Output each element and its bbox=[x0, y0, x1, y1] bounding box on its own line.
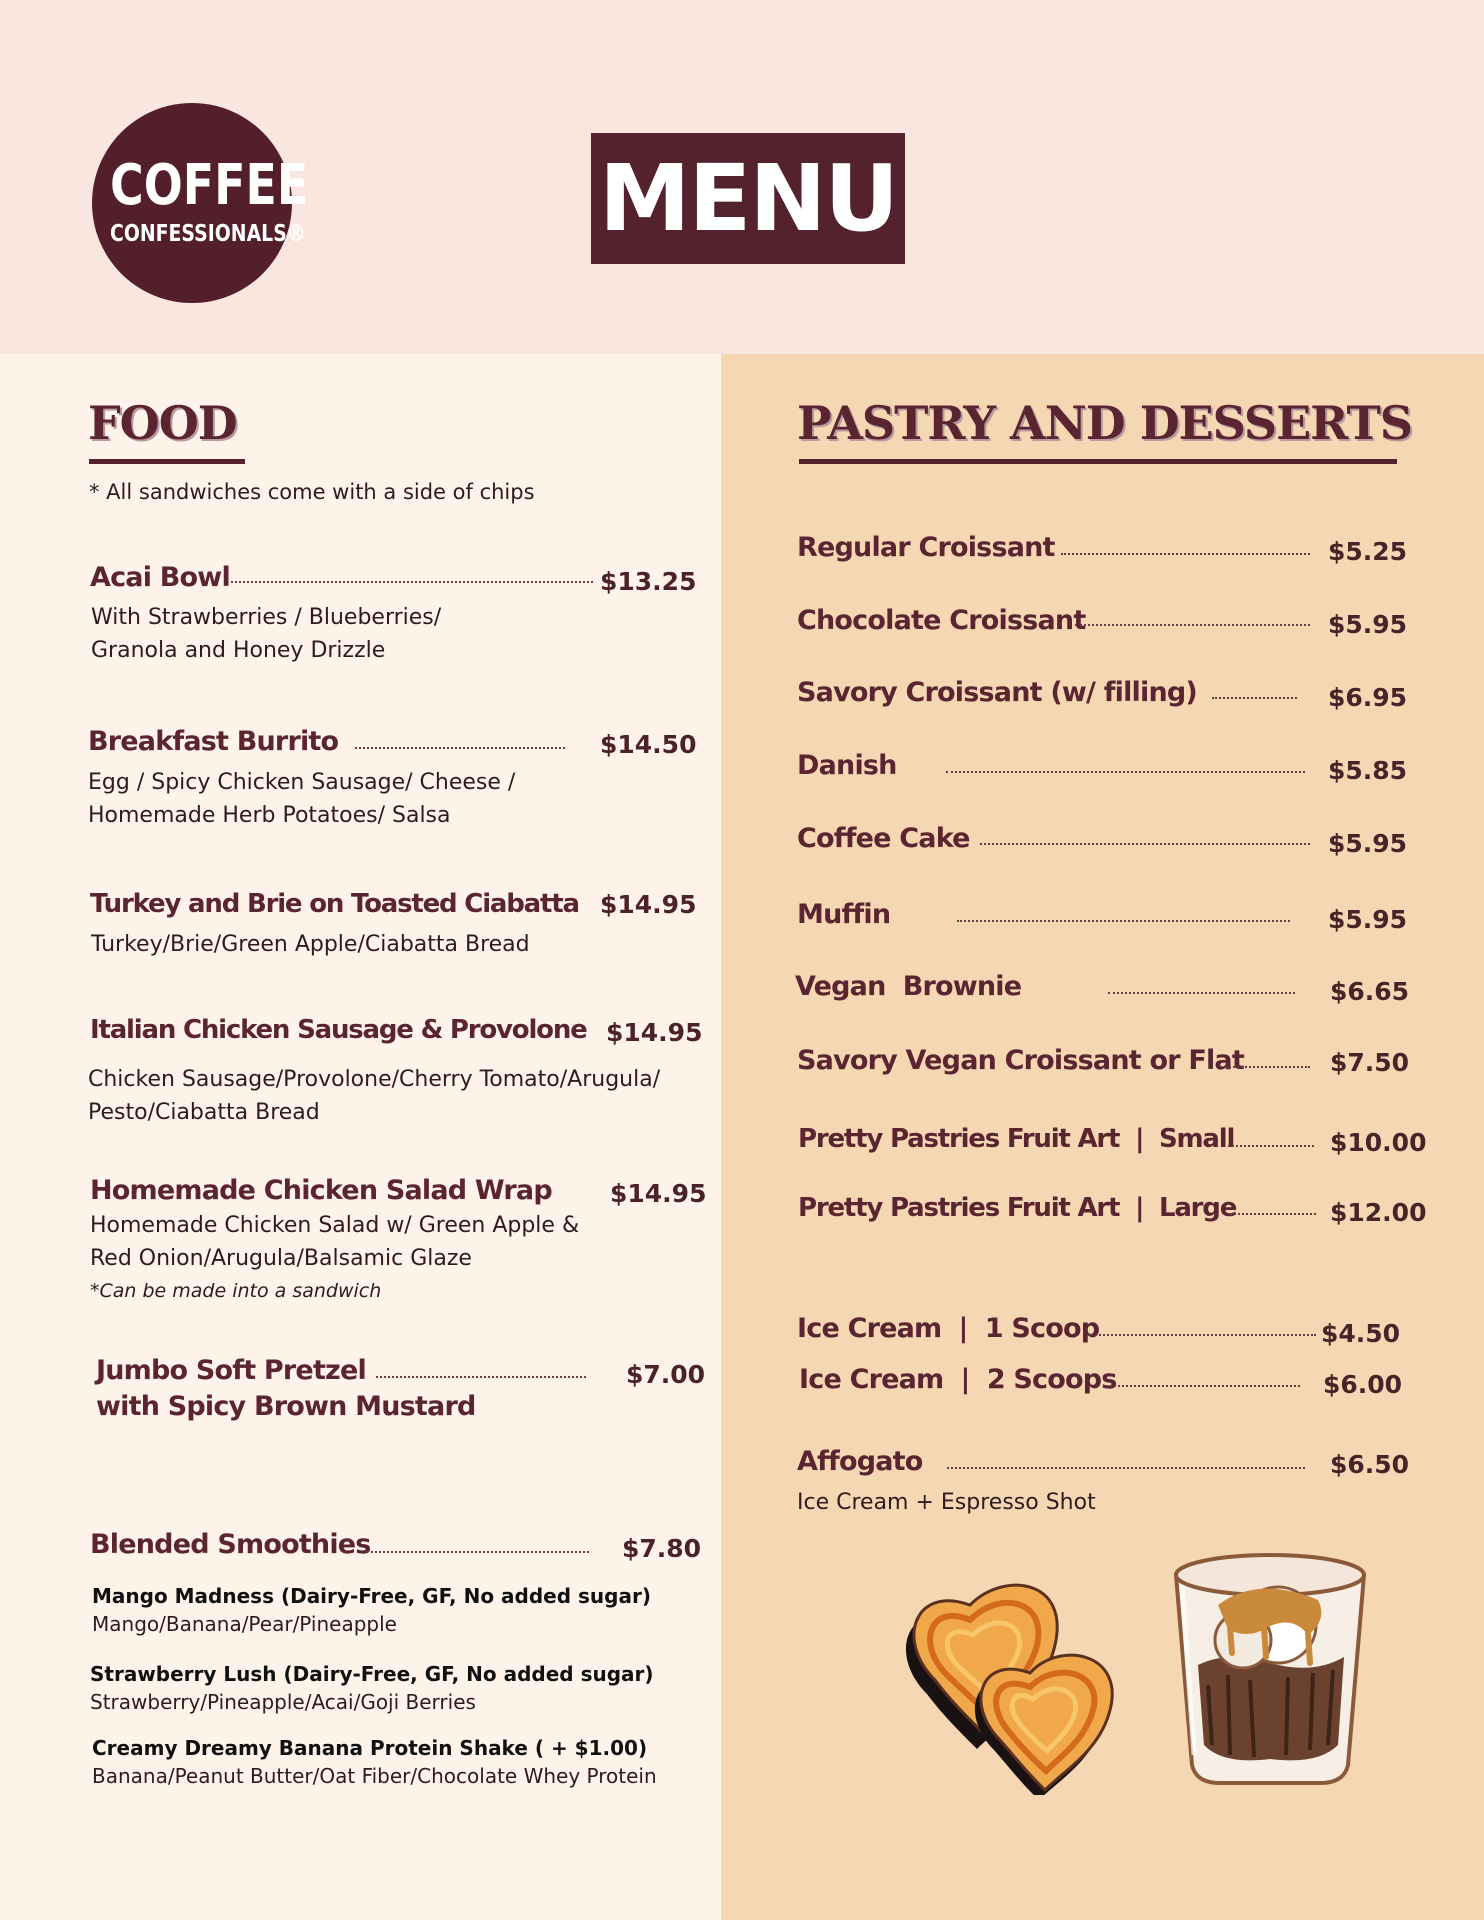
food-item-note: *Can be made into a sandwich bbox=[90, 1280, 382, 1302]
pastry-item-name: Ice Cream | 2 Scoops bbox=[799, 1364, 1117, 1395]
pastry-item-price: $7.50 bbox=[1330, 1048, 1410, 1077]
dot-leader bbox=[1226, 1066, 1310, 1068]
smoothie-name: Mango Madness (Dairy-Free, GF, No added sugar) bbox=[92, 1584, 651, 1608]
pastry-title-underline bbox=[799, 459, 1397, 464]
food-item-name: Blended Smoothies bbox=[90, 1529, 371, 1560]
pastry-item-price: $5.95 bbox=[1328, 610, 1408, 639]
food-item-desc: Homemade Chicken Salad w/ Green Apple & bbox=[90, 1213, 580, 1238]
smoothie-desc: Banana/Peanut Butter/Oat Fiber/Chocolate Whey Protein bbox=[92, 1764, 657, 1788]
pastry-item-price: $10.00 bbox=[1330, 1128, 1427, 1157]
pastry-item-name: Regular Croissant bbox=[797, 532, 1055, 563]
pastry-item-name: Coffee Cake bbox=[797, 823, 970, 854]
brand-logo bbox=[92, 103, 309, 303]
food-item-desc: Red Onion/Arugula/Balsamic Glaze bbox=[90, 1246, 472, 1271]
affogato-glass-illustration bbox=[1168, 1545, 1373, 1790]
food-item-name: Homemade Chicken Salad Wrap bbox=[90, 1175, 552, 1206]
pastry-item-price: $6.50 bbox=[1330, 1450, 1410, 1479]
food-item-name: Breakfast Burrito bbox=[88, 726, 339, 757]
dot-leader bbox=[1228, 1145, 1314, 1147]
food-item-name: Jumbo Soft Pretzel bbox=[96, 1355, 366, 1386]
palmier-cookie-front bbox=[975, 1655, 1112, 1795]
dot-leader bbox=[231, 581, 593, 583]
food-note: * All sandwiches come with a side of chips bbox=[89, 480, 535, 504]
pastry-item-price: $6.00 bbox=[1323, 1370, 1403, 1399]
brand-logo-line2: CONFESSIONALS® bbox=[110, 221, 306, 247]
pastry-item-name: Affogato bbox=[797, 1446, 923, 1477]
pastry-item-name: Danish bbox=[797, 750, 897, 781]
dot-leader bbox=[355, 747, 565, 749]
dot-leader bbox=[1105, 1385, 1300, 1387]
food-item-desc: With Strawberries / Blueberries/ bbox=[91, 605, 442, 630]
pastry-item-name: Pretty Pastries Fruit Art | Large bbox=[798, 1193, 1237, 1223]
pastry-item-price: $5.95 bbox=[1328, 905, 1408, 934]
pastry-item-price: $5.95 bbox=[1328, 829, 1408, 858]
dot-leader bbox=[1212, 697, 1297, 699]
dot-leader bbox=[947, 1467, 1305, 1469]
food-item-name: with Spicy Brown Mustard bbox=[96, 1391, 476, 1422]
brand-logo-line1: COFFEE bbox=[110, 153, 309, 218]
dot-leader bbox=[1230, 1213, 1316, 1215]
food-item-name: Italian Chicken Sausage & Provolone bbox=[90, 1015, 587, 1045]
food-item-desc: Homemade Herb Potatoes/ Salsa bbox=[88, 803, 451, 828]
dot-leader bbox=[980, 843, 1310, 845]
food-title-underline bbox=[89, 459, 245, 464]
food-item-desc: Granola and Honey Drizzle bbox=[91, 638, 386, 663]
dot-leader bbox=[1075, 624, 1310, 626]
food-section-title: FOOD bbox=[88, 396, 237, 450]
pastry-item-name: Pretty Pastries Fruit Art | Small bbox=[798, 1124, 1235, 1154]
pastry-item-name: Savory Vegan Croissant or Flat bbox=[797, 1045, 1244, 1076]
food-item-price: $14.95 bbox=[610, 1179, 707, 1208]
smoothie-desc: Strawberry/Pineapple/Acai/Goji Berries bbox=[90, 1690, 476, 1714]
dot-leader bbox=[957, 920, 1290, 922]
pastry-item-price: $6.95 bbox=[1328, 683, 1408, 712]
header bbox=[0, 0, 1484, 354]
food-item-name: Acai Bowl bbox=[90, 562, 230, 593]
dot-leader bbox=[376, 1376, 586, 1378]
smoothie-name: Strawberry Lush (Dairy-Free, GF, No added sugar) bbox=[90, 1662, 654, 1686]
page-title: MENU bbox=[591, 133, 905, 264]
pastry-item-name: Muffin bbox=[797, 899, 891, 930]
smoothie-name: Creamy Dreamy Banana Protein Shake ( + $1.00) bbox=[92, 1736, 648, 1760]
pastry-item-name: Savory Croissant (w/ filling) bbox=[797, 677, 1197, 708]
pastry-item-price: $5.25 bbox=[1328, 537, 1408, 566]
pastry-item-name: Chocolate Croissant bbox=[797, 605, 1086, 636]
food-item-desc: Egg / Spicy Chicken Sausage/ Cheese / bbox=[88, 770, 516, 795]
pastry-item-name: Vegan Brownie bbox=[795, 971, 1022, 1002]
dot-leader bbox=[1108, 992, 1295, 994]
food-item-desc: Chicken Sausage/Provolone/Cherry Tomato/Arugula/ bbox=[88, 1067, 661, 1092]
food-item-desc: Pesto/Ciabatta Bread bbox=[88, 1100, 320, 1125]
food-item-price: $14.95 bbox=[606, 1018, 703, 1047]
pastry-item-desc: Ice Cream + Espresso Shot bbox=[797, 1490, 1096, 1515]
pastry-item-price: $5.85 bbox=[1328, 756, 1408, 785]
smoothie-desc: Mango/Banana/Pear/Pineapple bbox=[92, 1612, 397, 1636]
pastry-item-price: $12.00 bbox=[1330, 1198, 1427, 1227]
palmier-cookie-illustration bbox=[895, 1565, 1155, 1795]
pastry-item-price: $6.65 bbox=[1330, 977, 1410, 1006]
food-item-name: Turkey and Brie on Toasted Ciabatta bbox=[90, 889, 579, 919]
food-item-price: $14.50 bbox=[600, 730, 697, 759]
dot-leader bbox=[1061, 553, 1310, 555]
food-item-desc: Turkey/Brie/Green Apple/Ciabatta Bread bbox=[91, 932, 530, 957]
food-item-price: $7.80 bbox=[622, 1534, 702, 1563]
dot-leader bbox=[1088, 1334, 1316, 1336]
dot-leader bbox=[366, 1551, 589, 1553]
food-item-price: $13.25 bbox=[600, 567, 697, 596]
pastry-section-title: PASTRY AND DESSERTS bbox=[797, 396, 1413, 450]
pastry-item-price: $4.50 bbox=[1321, 1319, 1401, 1348]
food-item-price: $7.00 bbox=[626, 1360, 706, 1389]
food-item-price: $14.95 bbox=[600, 890, 697, 919]
pastry-item-name: Ice Cream | 1 Scoop bbox=[797, 1313, 1100, 1344]
dot-leader bbox=[946, 771, 1305, 773]
